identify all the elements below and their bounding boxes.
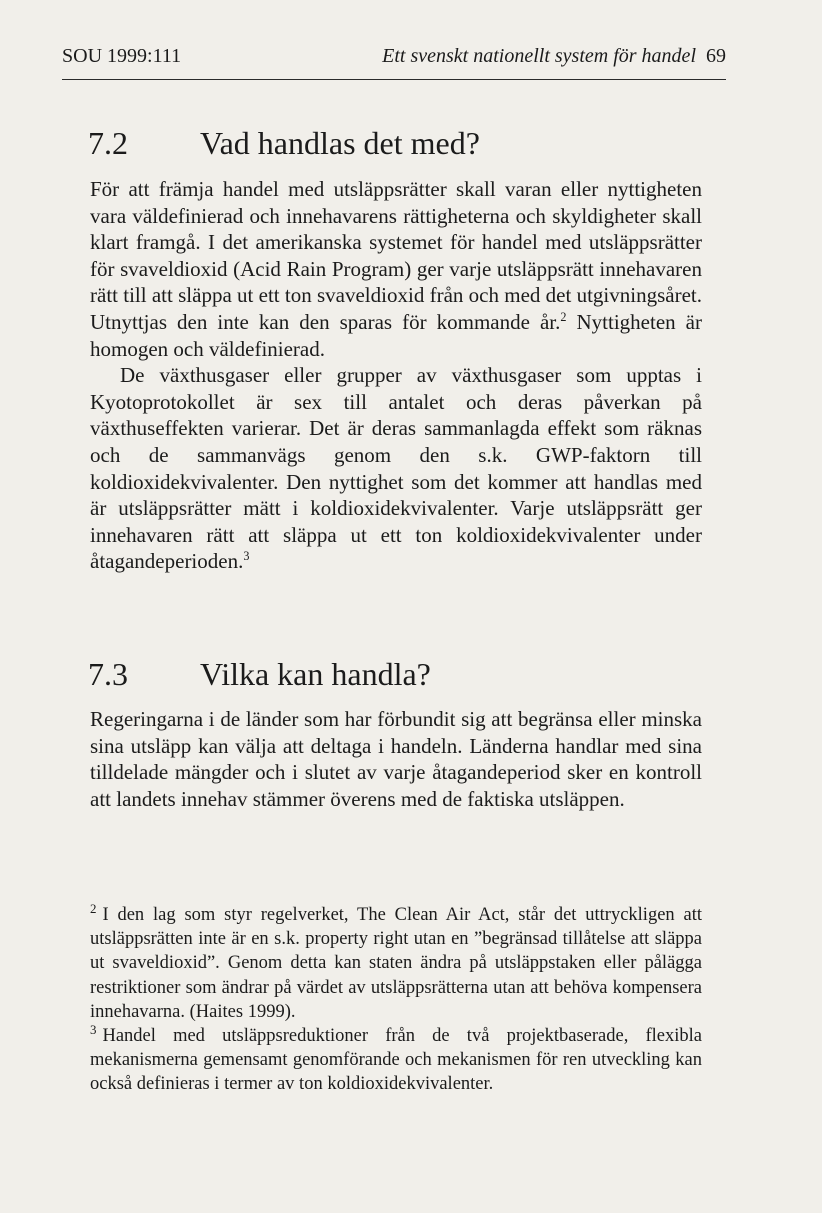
section-title: Vad handlas det med? (200, 125, 480, 161)
footnote-reference: 2 (560, 310, 567, 325)
page-number: 69 (706, 45, 726, 67)
report-series-number: SOU 1999:111 (62, 45, 182, 67)
footnote-text: I den lag som styr regelverket, The Clean Air Act, står det uttryckligen att utsläppsrätten inte är en s.k. property right utan en ”begränsad tillåtelse att släppa ut svaveldioxid”. Genom detta kan staten ändra på utsläppstaken eller pålägga restriktioner som ändrar på värdet av utsläppsrätterna utan att behöva kompensera innehavarna. (Haites 1999). (90, 905, 702, 1022)
footnote-reference: 3 (243, 549, 250, 564)
section-number: 7.3 (88, 656, 128, 692)
footnote (90, 900, 702, 1024)
paragraph-text: För att främja handel med utsläppsrätter skall varan eller nyttigheten vara väldefinierad och innehavarens rättigheterna och skyldigheter skall klart framgå. I det amerikanska systemet för handel med utsläppsrätter för svaveldioxid (Acid Rain Program) ger varje utsläppsrätt innehavaren rätt till att släppa ut ett ton svaveldioxid från och med det utgivningsåret. Utnyttjas den inte kan den sparas för kommande år. (90, 177, 702, 334)
paragraph-text: De växthusgaser eller grupper av växthusgaser som upptas i Kyotoprotokollet är sex till antalet och deras påverkan på växthuseffekten varierar. Det är deras sammanlagda effekt som räknas och de sammanvägs genom den s.k. GWP-faktorn till koldioxidekvivalenter. Den nyttighet som det kommer att handlas med är utsläppsrätter mätt i koldioxidekvivalenter. Varje utsläppsrätt ger innehavaren rätt att släppa ut ett ton koldioxidekvivalenter under åtagandeperioden. (90, 363, 702, 574)
section-7-2-body (90, 176, 702, 575)
section-7-3-body (90, 706, 702, 812)
section-number: 7.2 (88, 125, 128, 161)
footnotes (90, 900, 702, 1097)
paragraph (90, 176, 702, 362)
section-heading-7-2 (88, 124, 480, 162)
paragraph: Regeringarna i de länder som har förbundit sig att begränsa eller minska sina utsläpp kan välja att deltaga i handeln. Länderna handlar med sina tilldelade mängder och i slutet av varje åtagandeperiod sker en kontroll att landets innehav stämmer överens med de faktiska utsläppen. (90, 707, 702, 811)
paragraph-text: Nyttigheten är homogen och väldefinierad. (90, 309, 702, 361)
chapter-title: Ett svenskt nationellt system för handel (382, 45, 696, 67)
paragraph (90, 362, 702, 575)
footnote-text: Handel med utsläppsreduktioner från de två projektbaserade, flexibla mekanismerna gemensamt genomförande och mekanismen för ren utveckling kan också definieras i termer av ton koldioxidekvivalenter. (90, 1026, 702, 1095)
section-title: Vilka kan handla? (200, 656, 431, 692)
header-rule (62, 79, 726, 80)
footnote (90, 1021, 702, 1097)
footnote-mark: 3 (90, 1021, 97, 1037)
section-heading-7-3 (88, 655, 431, 693)
header-right (382, 44, 726, 68)
footnote-mark: 2 (90, 900, 97, 916)
